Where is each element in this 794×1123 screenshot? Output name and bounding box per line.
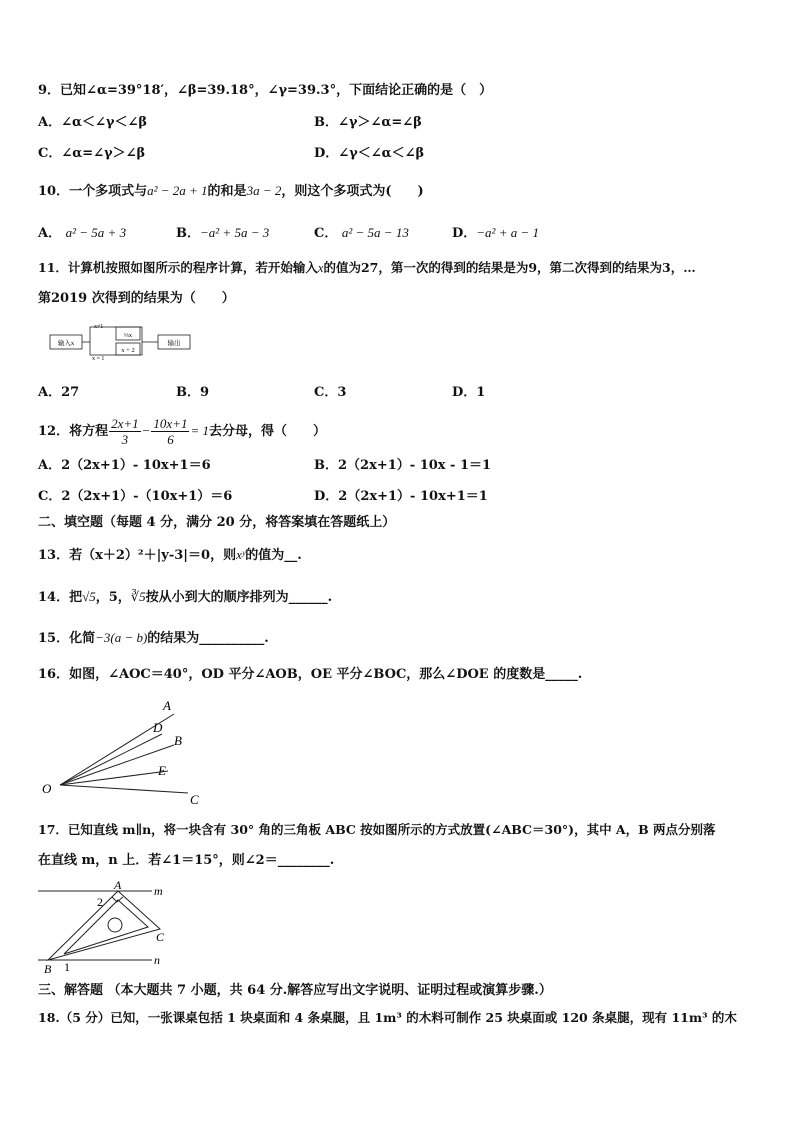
label-n: n [154, 953, 160, 967]
label-b: B [44, 962, 52, 976]
q17-line1: 17．已知直线 m∥n，将一块含有 30° 角的三角板 ABC 按如图所示的方式放置(∠ABC＝30°)，其中 A，B 两点分别落 [38, 822, 716, 837]
label-c: C [156, 930, 165, 944]
q11-line2: 第2019 次得到的结果为（ ） [38, 291, 235, 306]
label-b: B [174, 733, 182, 748]
q14-line: 14．把√5，5，∛5按从小到大的顺序排列为______. [38, 589, 333, 605]
q9-option-d: D．∠γ＜∠α＜∠β [314, 146, 425, 161]
q15-line: 15．化简−3(a − b)的结果为__________. [38, 630, 269, 646]
cond-bottom-label: x = 1 [92, 356, 105, 362]
q10-option-c: C． a² − 5a − 13 [314, 225, 409, 241]
q12-fraction-2: $\frac{10x+1}{6}$ [153, 416, 188, 447]
q10-option-d: D．−a² + a − 1 [452, 225, 539, 241]
q10-stem [38, 182, 424, 201]
section-2-heading: 二、填空题（每题 4 分，满分 20 分，将答案填在答题纸上） [38, 515, 396, 530]
q9-option-b: B．∠γ＞∠α=∠β [314, 115, 422, 130]
q11-option-a: A．27 [38, 385, 80, 400]
ray-od [60, 734, 162, 785]
triangle-abc [48, 891, 160, 960]
q12-option-d: D．2（2x+1）- 10x+1＝1 [314, 489, 488, 504]
op-bottom-label: x + 2 [121, 347, 135, 354]
q12-fraction-1: $\frac{2x+1}{3}$ [111, 416, 139, 447]
q18-line: 18.（5 分）已知，一张课桌包括 1 块桌面和 4 条桌腿，且 1m³ 的木料可制作 25 块桌面或 120 条桌腿，现有 11m³ 的木 [38, 1010, 737, 1025]
q12-option-c: C．2（2x+1）-（10x+1）＝6 [38, 489, 233, 504]
q10-expr1: a² − 2a + 1 [147, 183, 208, 198]
q10-suffix: ，则这个多项式为( ) [281, 184, 424, 199]
q10-option-b: B．−a² + 5a − 3 [176, 225, 270, 241]
q10-expr2: 3a − 2 [246, 183, 282, 198]
q12-option-b: B．2（2x+1）- 10x - 1＝1 [314, 458, 492, 473]
label-o: O [42, 781, 52, 796]
label-a: A [163, 698, 171, 713]
q11-option-d: D．1 [452, 385, 486, 400]
q11-option-c: C．3 [314, 385, 347, 400]
label-d: D [153, 720, 163, 735]
ray-oc [60, 785, 188, 793]
label-e: E [158, 763, 166, 778]
q10-option-a: A． a² − 5a + 3 [38, 225, 127, 241]
triangle-hole [108, 918, 122, 932]
q9-option-c: C．∠α=∠γ＞∠β [38, 146, 146, 161]
label-m: m [154, 884, 163, 898]
q9-stem: 9．已知∠α=39°18′，∠β=39.18°，∠γ=39.3°，下面结论正确的是（ ） [38, 83, 493, 98]
q10-mid: 的和是 [207, 184, 247, 199]
q16-line: 16．如图，∠AOC＝40°，OD 平分∠AOB，OE 平分∠BOC，那么∠DOE 的度数是_____. [38, 667, 583, 682]
input-label: 输入x [57, 340, 75, 347]
output-label: 输出 [167, 340, 181, 347]
q17-triangle-diagram [38, 878, 178, 976]
ray-oe [60, 771, 168, 785]
q11-line1: 11．计算机按照如图所示的程序计算，若开始输入x的值为27，第一次的得到的结果是为9，第二次得到的结果为3，… [38, 260, 696, 275]
cond-top-label: x≠1 [94, 324, 104, 330]
q16-angle-diagram [38, 697, 218, 809]
q11-option-b: B．9 [176, 385, 210, 400]
q10-prefix: 10．一个多项式与 [38, 184, 148, 199]
triangle-inner [64, 900, 148, 954]
q11-flow-diagram [50, 321, 200, 361]
label-1: 1 [64, 960, 70, 974]
label-2: 2 [97, 895, 103, 909]
label-c: C [190, 792, 199, 807]
op-top-label: ⅓x [123, 332, 133, 339]
q12-stem: 12．将方程 $\frac{2x+1}{3}$ − $\frac{10x+1}{6}$ = 1去分母，得（ ） [38, 416, 327, 447]
section-3-heading: 三、解答题 （本大题共 7 小题，共 64 分.解答应写出文字说明、证明过程或演算步骤.） [38, 983, 552, 998]
label-a: A [114, 878, 122, 892]
q17-line2: 在直线 m，n 上．若∠1＝15°，则∠2＝________. [38, 853, 335, 868]
q9-option-a: A．∠α＜∠γ＜∠β [38, 115, 147, 130]
right-angle-mark [112, 897, 123, 902]
ray-ob [60, 745, 174, 785]
q12-option-a: A．2（2x+1）- 10x+1＝6 [38, 458, 211, 473]
q13-line: 13．若（x＋2）²＋|y-3|＝0，则xʸ的值为__. [38, 547, 302, 563]
